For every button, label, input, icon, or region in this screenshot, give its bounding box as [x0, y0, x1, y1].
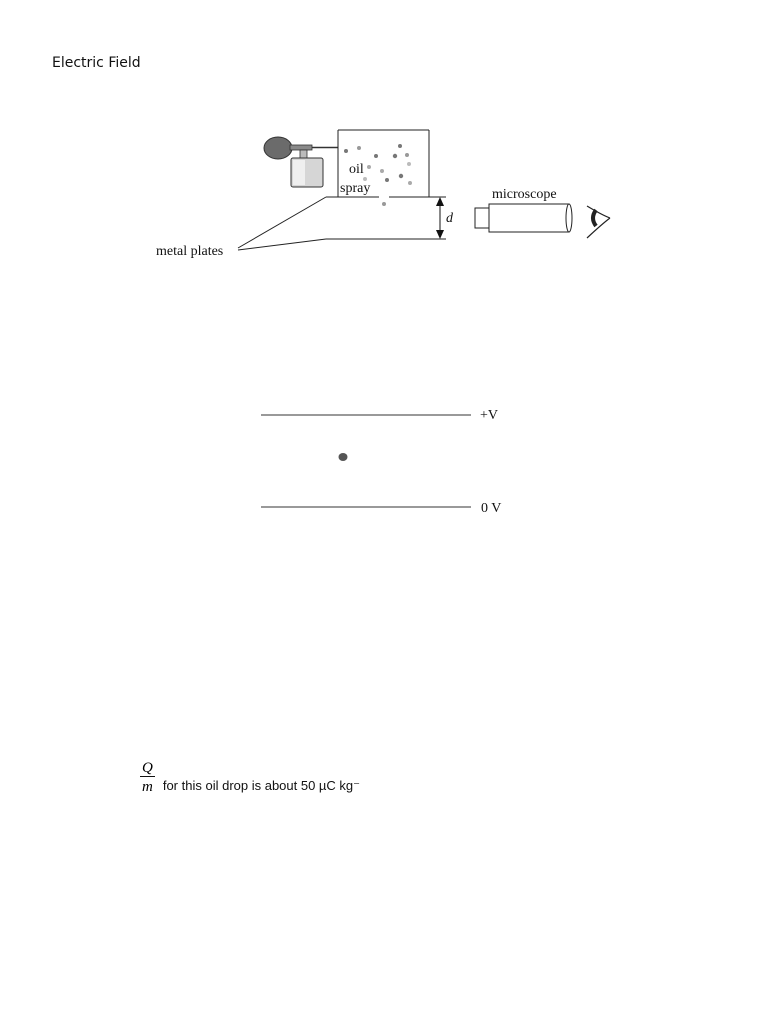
charge-mass-fraction	[140, 760, 155, 795]
oil-drop	[339, 453, 348, 461]
oil-drop-apparatus-diagram	[150, 120, 620, 270]
separation-d-label: d	[446, 211, 453, 226]
microscope-icon	[475, 204, 572, 232]
fraction-numerator: Q	[142, 760, 153, 776]
fraction-denominator: m	[142, 779, 153, 795]
ratio-text: for this oil drop is about 50 µC kg⁻	[162, 778, 361, 793]
charge-mass-ratio-statement	[140, 760, 360, 795]
eye-icon	[587, 206, 610, 238]
separation-arrow	[436, 197, 444, 239]
microscope-label: microscope	[492, 187, 557, 202]
spray-label: spray	[340, 181, 371, 196]
charged-plates-diagram	[255, 395, 525, 525]
zero-plate-label: 0 V	[481, 501, 502, 516]
metal-plates-label: metal plates	[156, 244, 224, 259]
metal-plates	[238, 197, 446, 250]
page-title: Electric Field	[52, 55, 141, 71]
positive-plate-label: +V	[480, 408, 499, 423]
atomizer-icon	[264, 137, 338, 187]
oil-label: oil	[349, 162, 364, 177]
